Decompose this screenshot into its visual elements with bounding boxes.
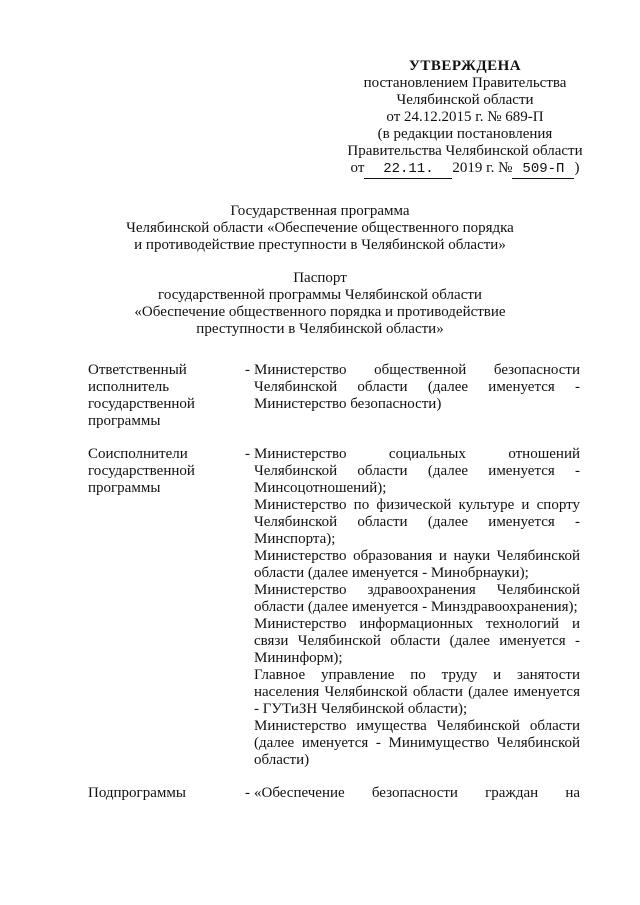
row-value-item: Главное управление по труду и занятости населения Челябинской области (далее именуется - ГУТиЗН Челябинской области); bbox=[254, 667, 580, 717]
row-value-item: Министерство общественной безопасности Челябинской области (далее именуется - Министерство безопасности) bbox=[254, 362, 580, 412]
amendment-suffix: ) bbox=[574, 160, 580, 176]
amendment-line bbox=[330, 160, 600, 179]
amendment-year: 2019 г. № bbox=[452, 160, 513, 176]
table-row bbox=[88, 362, 580, 430]
approval-line: постановлением Правительства bbox=[363, 75, 567, 91]
amendment-prefix: от bbox=[350, 160, 365, 176]
table-row bbox=[88, 446, 580, 769]
row-label: Соисполнители государственной программы bbox=[88, 446, 195, 496]
approval-title: УТВЕРЖДЕНА bbox=[408, 58, 522, 74]
passport-title-line: Паспорт bbox=[293, 270, 347, 286]
approval-line: от 24.12.2015 г. № 689-П bbox=[386, 109, 544, 125]
passport-title bbox=[60, 270, 580, 338]
row-value bbox=[254, 362, 580, 430]
approval-line: Челябинской области bbox=[396, 92, 534, 108]
row-value-item: Министерство имущества Челябинской области (далее именуется - Минимущество Челябинской области) bbox=[254, 718, 580, 768]
amendment-number: 509-П bbox=[512, 161, 574, 179]
row-value-item: Министерство здравоохранения Челябинской области (далее именуется - Минздравоохранения); bbox=[254, 582, 580, 615]
passport-title-line: преступности в Челябинской области» bbox=[196, 321, 444, 337]
program-title-line: и противодействие преступности в Челябинской области» bbox=[134, 237, 506, 253]
row-value-item: Министерство информационных технологий и связи Челябинской области (далее именуется - Мининформ); bbox=[254, 616, 580, 666]
passport-title-line: «Обеспечение общественного порядка и противодействие bbox=[134, 304, 506, 320]
row-label: Подпрограммы bbox=[88, 785, 186, 801]
passport-title-line: государственной программы Челябинской области bbox=[158, 287, 482, 303]
row-value-item: «Обеспечение безопасности граждан на bbox=[254, 785, 580, 801]
passport-table bbox=[88, 362, 580, 818]
approval-line: Правительства Челябинской области bbox=[347, 143, 583, 159]
row-value-item: Министерство социальных отношений Челябинской области (далее именуется - Минсоцотношений); bbox=[254, 446, 580, 496]
program-title-line: Челябинской области «Обеспечение общественного порядка bbox=[126, 220, 514, 236]
row-dash: - bbox=[245, 362, 250, 378]
row-value bbox=[254, 785, 580, 802]
program-title bbox=[60, 203, 580, 254]
program-title-line: Государственная программа bbox=[230, 203, 410, 219]
amendment-date: 22.11. bbox=[364, 161, 452, 179]
row-value bbox=[254, 446, 580, 769]
row-value-item: Министерство по физической культуре и спорту Челябинской области (далее именуется - Минспорта); bbox=[254, 497, 580, 547]
table-row bbox=[88, 785, 580, 802]
row-label: Ответственный исполнитель государственной программы bbox=[88, 362, 195, 429]
row-dash: - bbox=[245, 785, 250, 801]
row-dash: - bbox=[245, 446, 250, 462]
approval-line: (в редакции постановления bbox=[377, 126, 553, 142]
row-value-item: Министерство образования и науки Челябинской области (далее именуется - Минобрнауки); bbox=[254, 548, 580, 581]
approval-block bbox=[330, 58, 600, 179]
